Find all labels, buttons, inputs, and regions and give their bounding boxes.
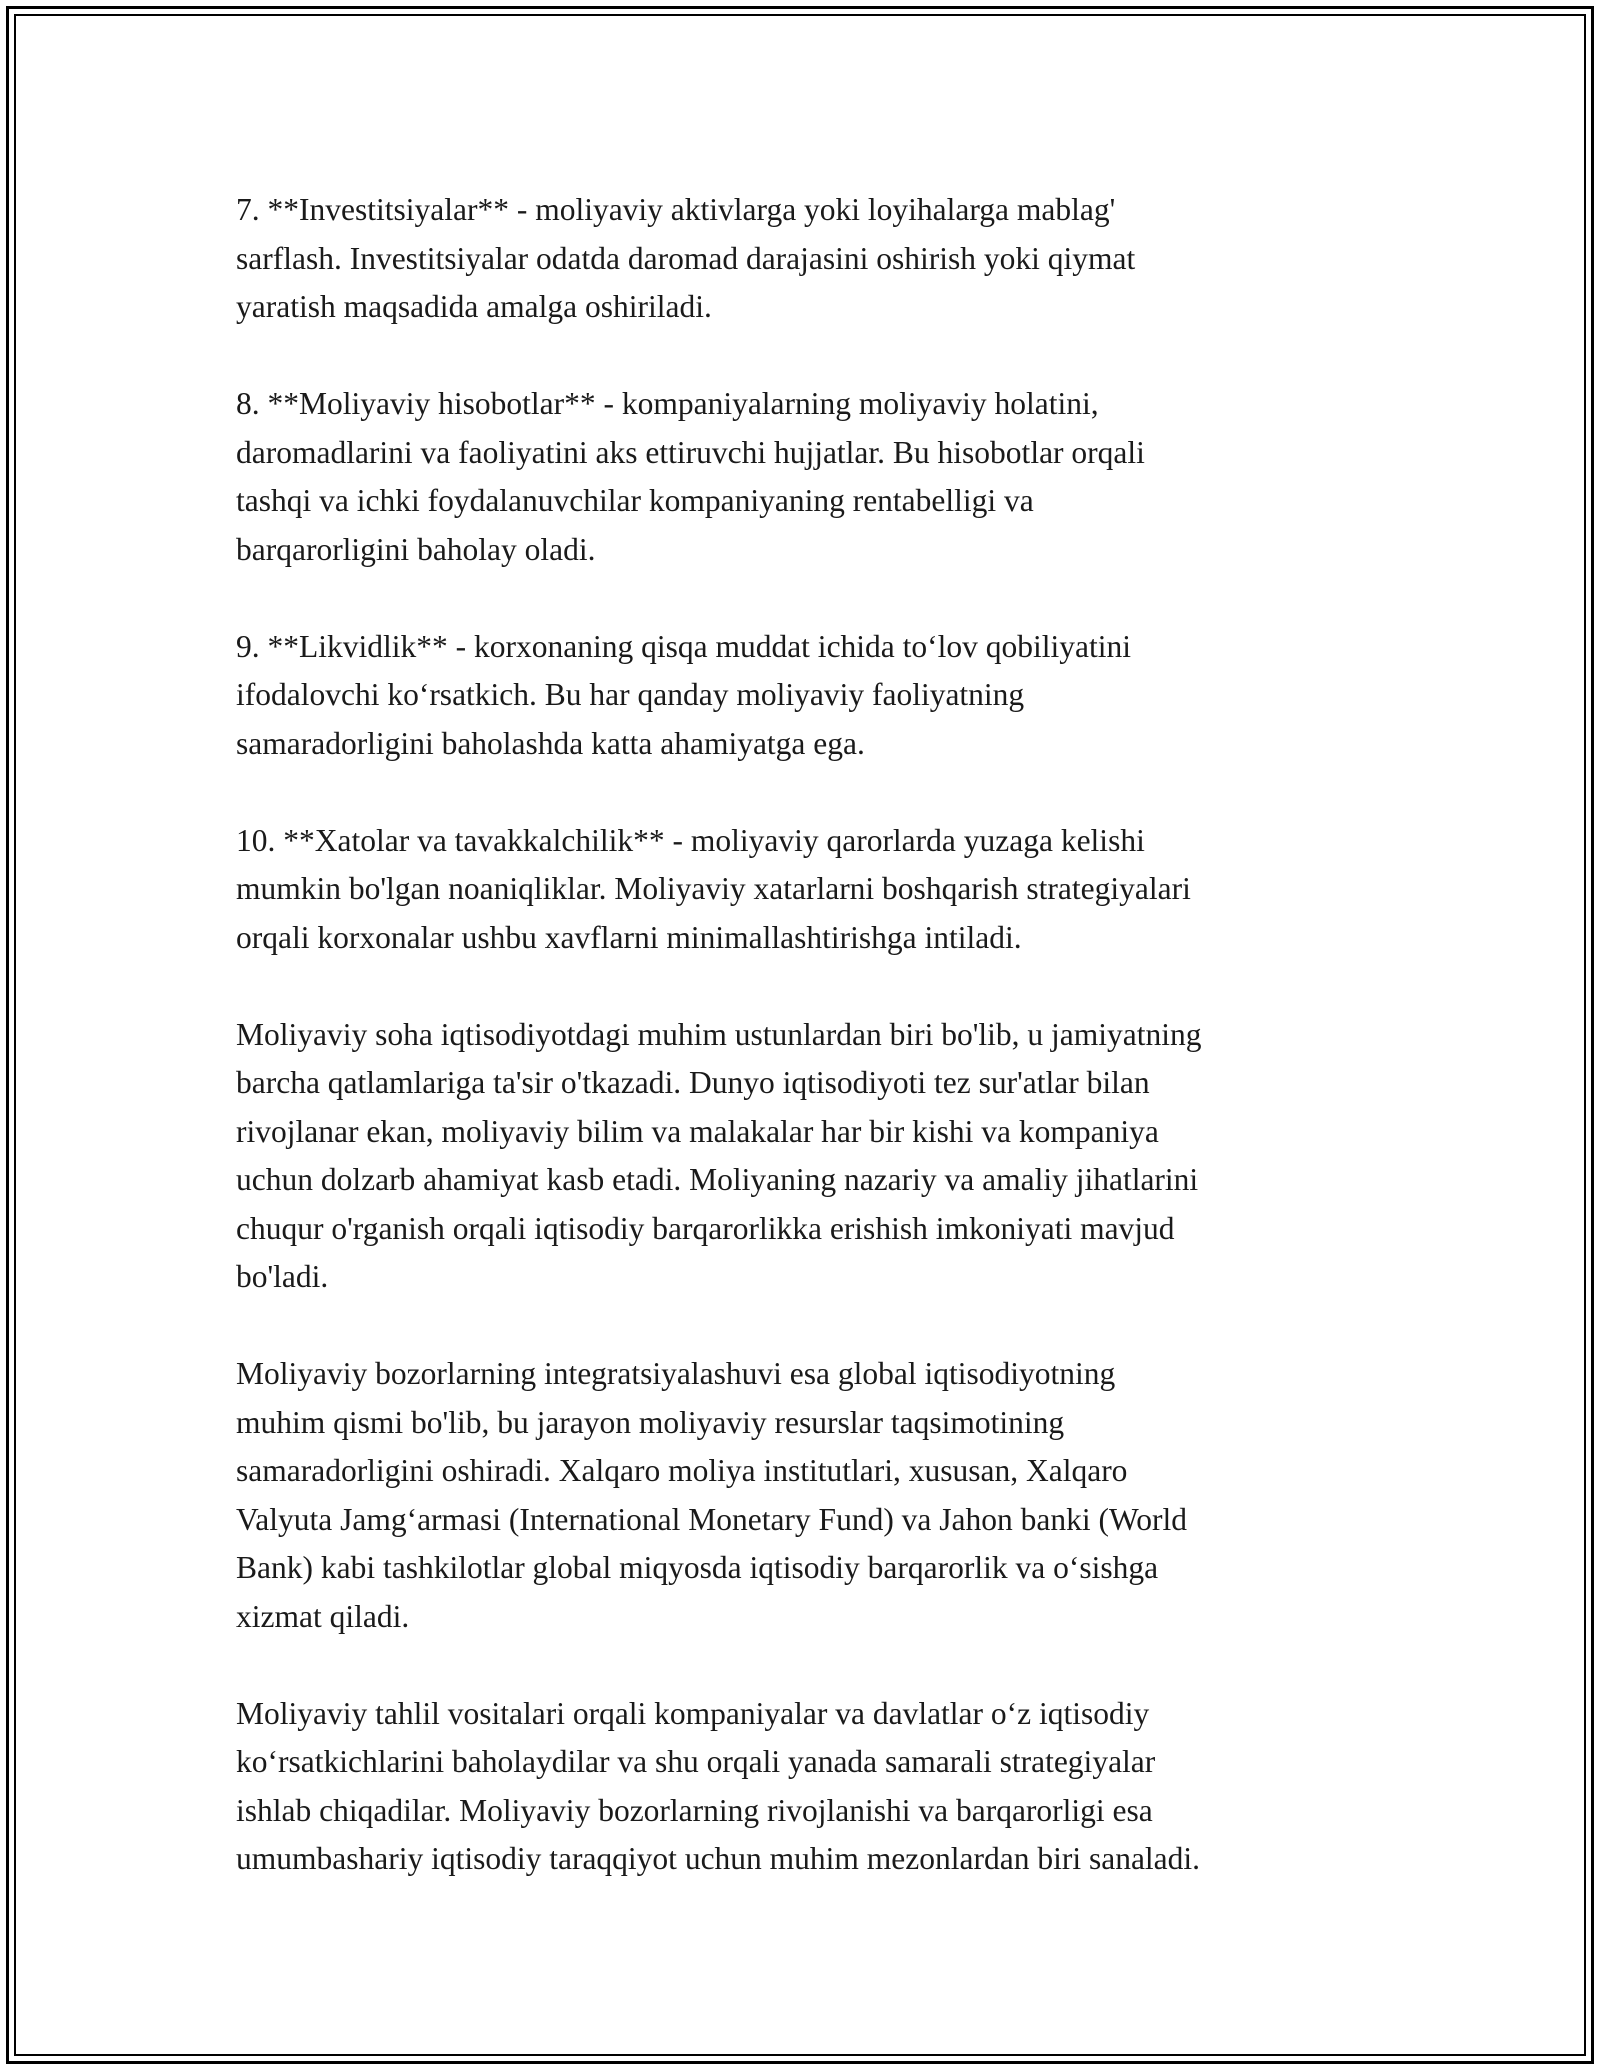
paragraph-financial-sector: Moliyaviy soha iqtisodiyotdagi muhim ustunlardan biri bo'lib, u jamiyatning barcha qatlamlariga ta'sir o'tkazadi. Dunyo iqtisodiyoti tez sur'atlar bilan rivojlanar ekan, moliyaviy bilim va malakalar har bir kishi va kompaniya uchun dolzarb ahamiyat kasb etadi. Moliyaning nazariy va amaliy jihatlarini chuqur o'rganish orqali iqtisodiy barqarorlikka erishish imkoniyati mavjud bo'ladi. bbox=[236, 1016, 1202, 1294]
paragraph-item-7: 7. **Investitsiyalar** - moliyaviy aktivlarga yoki loyihalarga mablag' sarflash. Investitsiyalar odatda daromad darajasini oshirish yoki qiymat yaratish maqsadida amalga oshiriladi. bbox=[236, 192, 1136, 324]
document-body bbox=[236, 186, 1376, 1884]
paragraph-market-integration: Moliyaviy bozorlarning integratsiyalashuvi esa global iqtisodiyotning muhim qismi bo'lib, bu jarayon moliyaviy resurslar taqsimotining samaradorligini oshiradi. Xalqaro moliya institutlari, xususan, Xalqaro Valyuta Jamg‘armasi (International Monetary Fund) va Jahon banki (World Bank) kabi tashkilotlar global miqyosda iqtisodiy barqarorlik va o‘sishga xizmat qiladi. bbox=[236, 1356, 1187, 1634]
paragraph-item-8: 8. **Moliyaviy hisobotlar** - kompaniyalarning moliyaviy holatini, daromadlarini va faoliyatini aks ettiruvchi hujjatlar. Bu hisobotlar orqali tashqi va ichki foydalanuvchilar kompaniyaning rentabelligi va barqarorligini baholay oladi. bbox=[236, 386, 1145, 567]
paragraph-financial-analysis: Moliyaviy tahlil vositalari orqali kompaniyalar va davlatlar o‘z iqtisodiy ko‘rsatkichlarini baholaydilar va shu orqali yanada samarali strategiyalar ishlab chiqadilar. Moliyaviy bozorlarning rivojlanishi va barqarorligi esa umumbashariy iqtisodiy taraqqiyot uchun muhim mezonlardan biri sanaladi. bbox=[236, 1695, 1201, 1876]
paragraph-item-10: 10. **Xatolar va tavakkalchilik** - moliyaviy qarorlarda yuzaga kelishi mumkin bo'lgan noaniqliklar. Moliyaviy xatarlarni boshqarish strategiyalari orqali korxonalar ushbu xavflarni minimallashtirishga intiladi. bbox=[236, 822, 1191, 955]
paragraph-item-9: 9. **Likvidlik** - korxonaning qisqa muddat ichida to‘lov qobiliyatini ifodalovchi ko‘rsatkich. Bu har qanday moliyaviy faoliyatning samaradorligini baholashda katta ahamiyatga ega. bbox=[236, 628, 1132, 761]
